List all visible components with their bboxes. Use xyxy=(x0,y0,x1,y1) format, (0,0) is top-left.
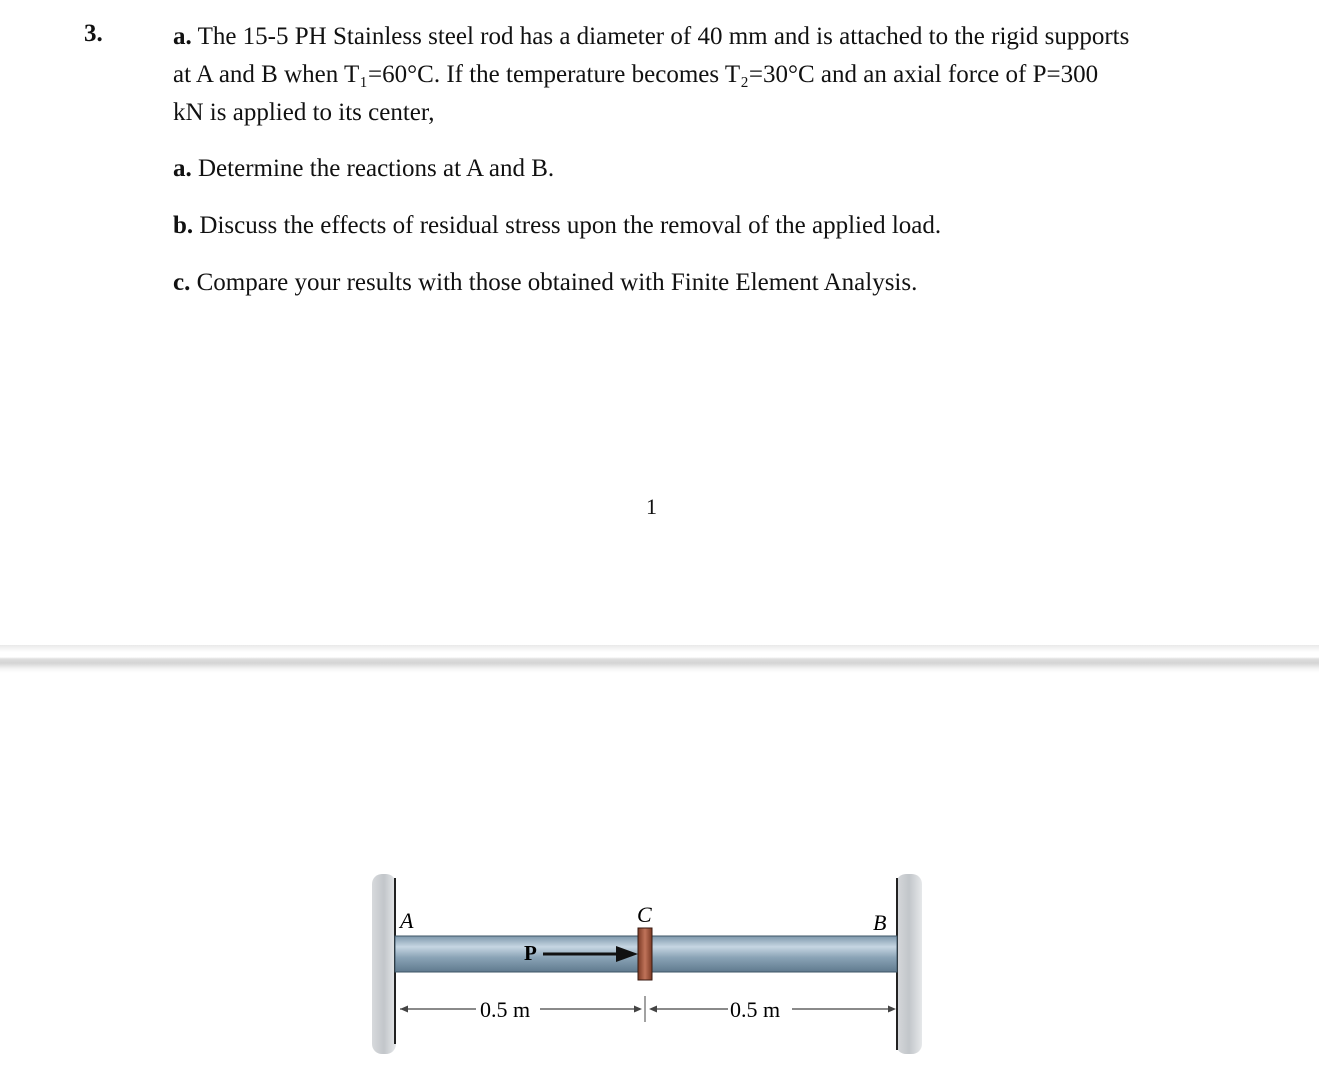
support-a-wall xyxy=(372,874,396,1054)
intro-line-1: The 15-5 PH Stainless steel rod has a diameter of 40 mm and is attached to the rigid supports xyxy=(197,23,1130,50)
label-a: A xyxy=(400,908,414,933)
collar-c xyxy=(638,928,652,980)
question-c-text: Compare your results with those obtained with Finite Element Analysis. xyxy=(196,269,918,296)
problem-number: 3. xyxy=(84,20,103,47)
dimension-right-label: 0.5 m xyxy=(730,997,781,1022)
page-number: 1 xyxy=(646,494,657,519)
question-b-text: Discuss the effects of residual stress upon the removal of the applied load. xyxy=(199,212,942,239)
label-b: B xyxy=(873,910,887,935)
intro-line-2: at A and B when T₁=60°C. If the temperature becomes T₂=30°C and an axial force of P=300 xyxy=(173,61,1099,88)
question-c-label: c. xyxy=(173,269,191,296)
question-a-label: a. xyxy=(173,155,192,182)
intro-line-3: kN is applied to its center, xyxy=(173,99,435,126)
support-b-wall xyxy=(896,874,922,1054)
label-c: C xyxy=(637,902,652,927)
question-c xyxy=(173,264,1233,302)
dimension-left-label: 0.5 m xyxy=(480,997,531,1022)
rod-figure xyxy=(360,868,940,1068)
page-divider xyxy=(0,645,1319,673)
intro-label: a. xyxy=(173,23,192,50)
question-b xyxy=(173,207,1233,245)
question-a xyxy=(173,150,1233,188)
label-p: P xyxy=(524,941,537,965)
problem-intro xyxy=(173,18,1233,132)
question-a-text: Determine the reactions at A and B. xyxy=(198,155,555,182)
question-b-label: b. xyxy=(173,212,194,239)
